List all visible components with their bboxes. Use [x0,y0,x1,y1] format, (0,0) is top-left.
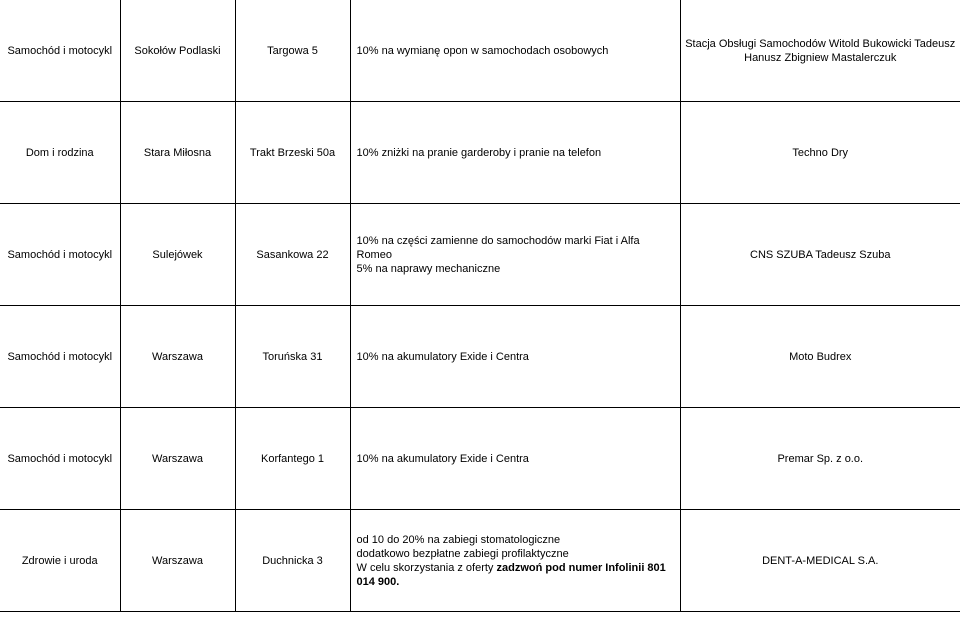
table-row [0,204,960,306]
offer-line: od 10 do 20% na zabiegi stomatologiczne [356,533,561,546]
city-cell: Sokołów Podlaski [120,0,235,102]
offer-line: 10% na akumulatory Exide i Centra [356,350,529,363]
city-cell: Stara Miłosna [120,102,235,204]
partner-line: Moto Budrex [789,350,852,363]
partner-line: Stacja Obsługi Samochodów Witold Bukowicki Tadeusz [685,37,956,50]
hotline-number-text: zadzwoń pod numer Infolinii 801 014 900. [356,561,666,588]
table-row [0,102,960,204]
partner-cell [680,306,960,408]
offer-line: 10% na akumulatory Exide i Centra [356,452,529,465]
partner-cell [680,102,960,204]
offer-cell [350,102,680,204]
address-cell: Targowa 5 [235,0,350,102]
partner-cell [680,408,960,510]
offer-line: 10% zniżki na pranie garderoby i pranie na telefon [356,146,602,159]
city-cell: Warszawa [120,306,235,408]
partner-line: DENT-A-MEDICAL S.A. [762,554,879,567]
offer-cell [350,0,680,102]
offer-line: 10% na wymianę opon w samochodach osobowych [356,44,609,57]
table-row [0,0,960,102]
table-row [0,306,960,408]
hotline-prefix: W celu skorzystania z oferty [356,561,497,574]
category-cell: Samochód i motocykl [0,408,120,510]
offer-cell [350,204,680,306]
address-cell: Trakt Brzeski 50a [235,102,350,204]
address-cell: Korfantego 1 [235,408,350,510]
partner-line: Techno Dry [792,146,849,159]
partner-line: Premar Sp. z o.o. [777,452,864,465]
offer-line: 10% na części zamienne do samochodów marki Fiat i Alfa Romeo [356,234,640,261]
offer-line: dodatkowo bezpłatne zabiegi profilaktyczne [356,547,569,560]
city-cell: Warszawa [120,510,235,612]
offer-cell [350,306,680,408]
offer-cell [350,510,680,612]
city-cell: Sulejówek [120,204,235,306]
category-cell: Samochód i motocykl [0,0,120,102]
table-row [0,408,960,510]
category-cell: Dom i rodzina [0,102,120,204]
city-cell: Warszawa [120,408,235,510]
partner-line: Hanusz Zbigniew Mastalerczuk [744,51,897,64]
partner-cell [680,510,960,612]
partner-cell [680,204,960,306]
partner-cell [680,0,960,102]
category-cell: Samochód i motocykl [0,204,120,306]
address-cell: Duchnicka 3 [235,510,350,612]
address-cell: Toruńska 31 [235,306,350,408]
table-row [0,510,960,612]
category-cell: Zdrowie i uroda [0,510,120,612]
offer-line: 5% na naprawy mechaniczne [356,262,501,275]
category-cell: Samochód i motocykl [0,306,120,408]
address-cell: Sasankowa 22 [235,204,350,306]
offer-line-hotline [357,561,676,589]
partner-line: CNS SZUBA Tadeusz Szuba [750,248,891,261]
offer-cell [350,408,680,510]
